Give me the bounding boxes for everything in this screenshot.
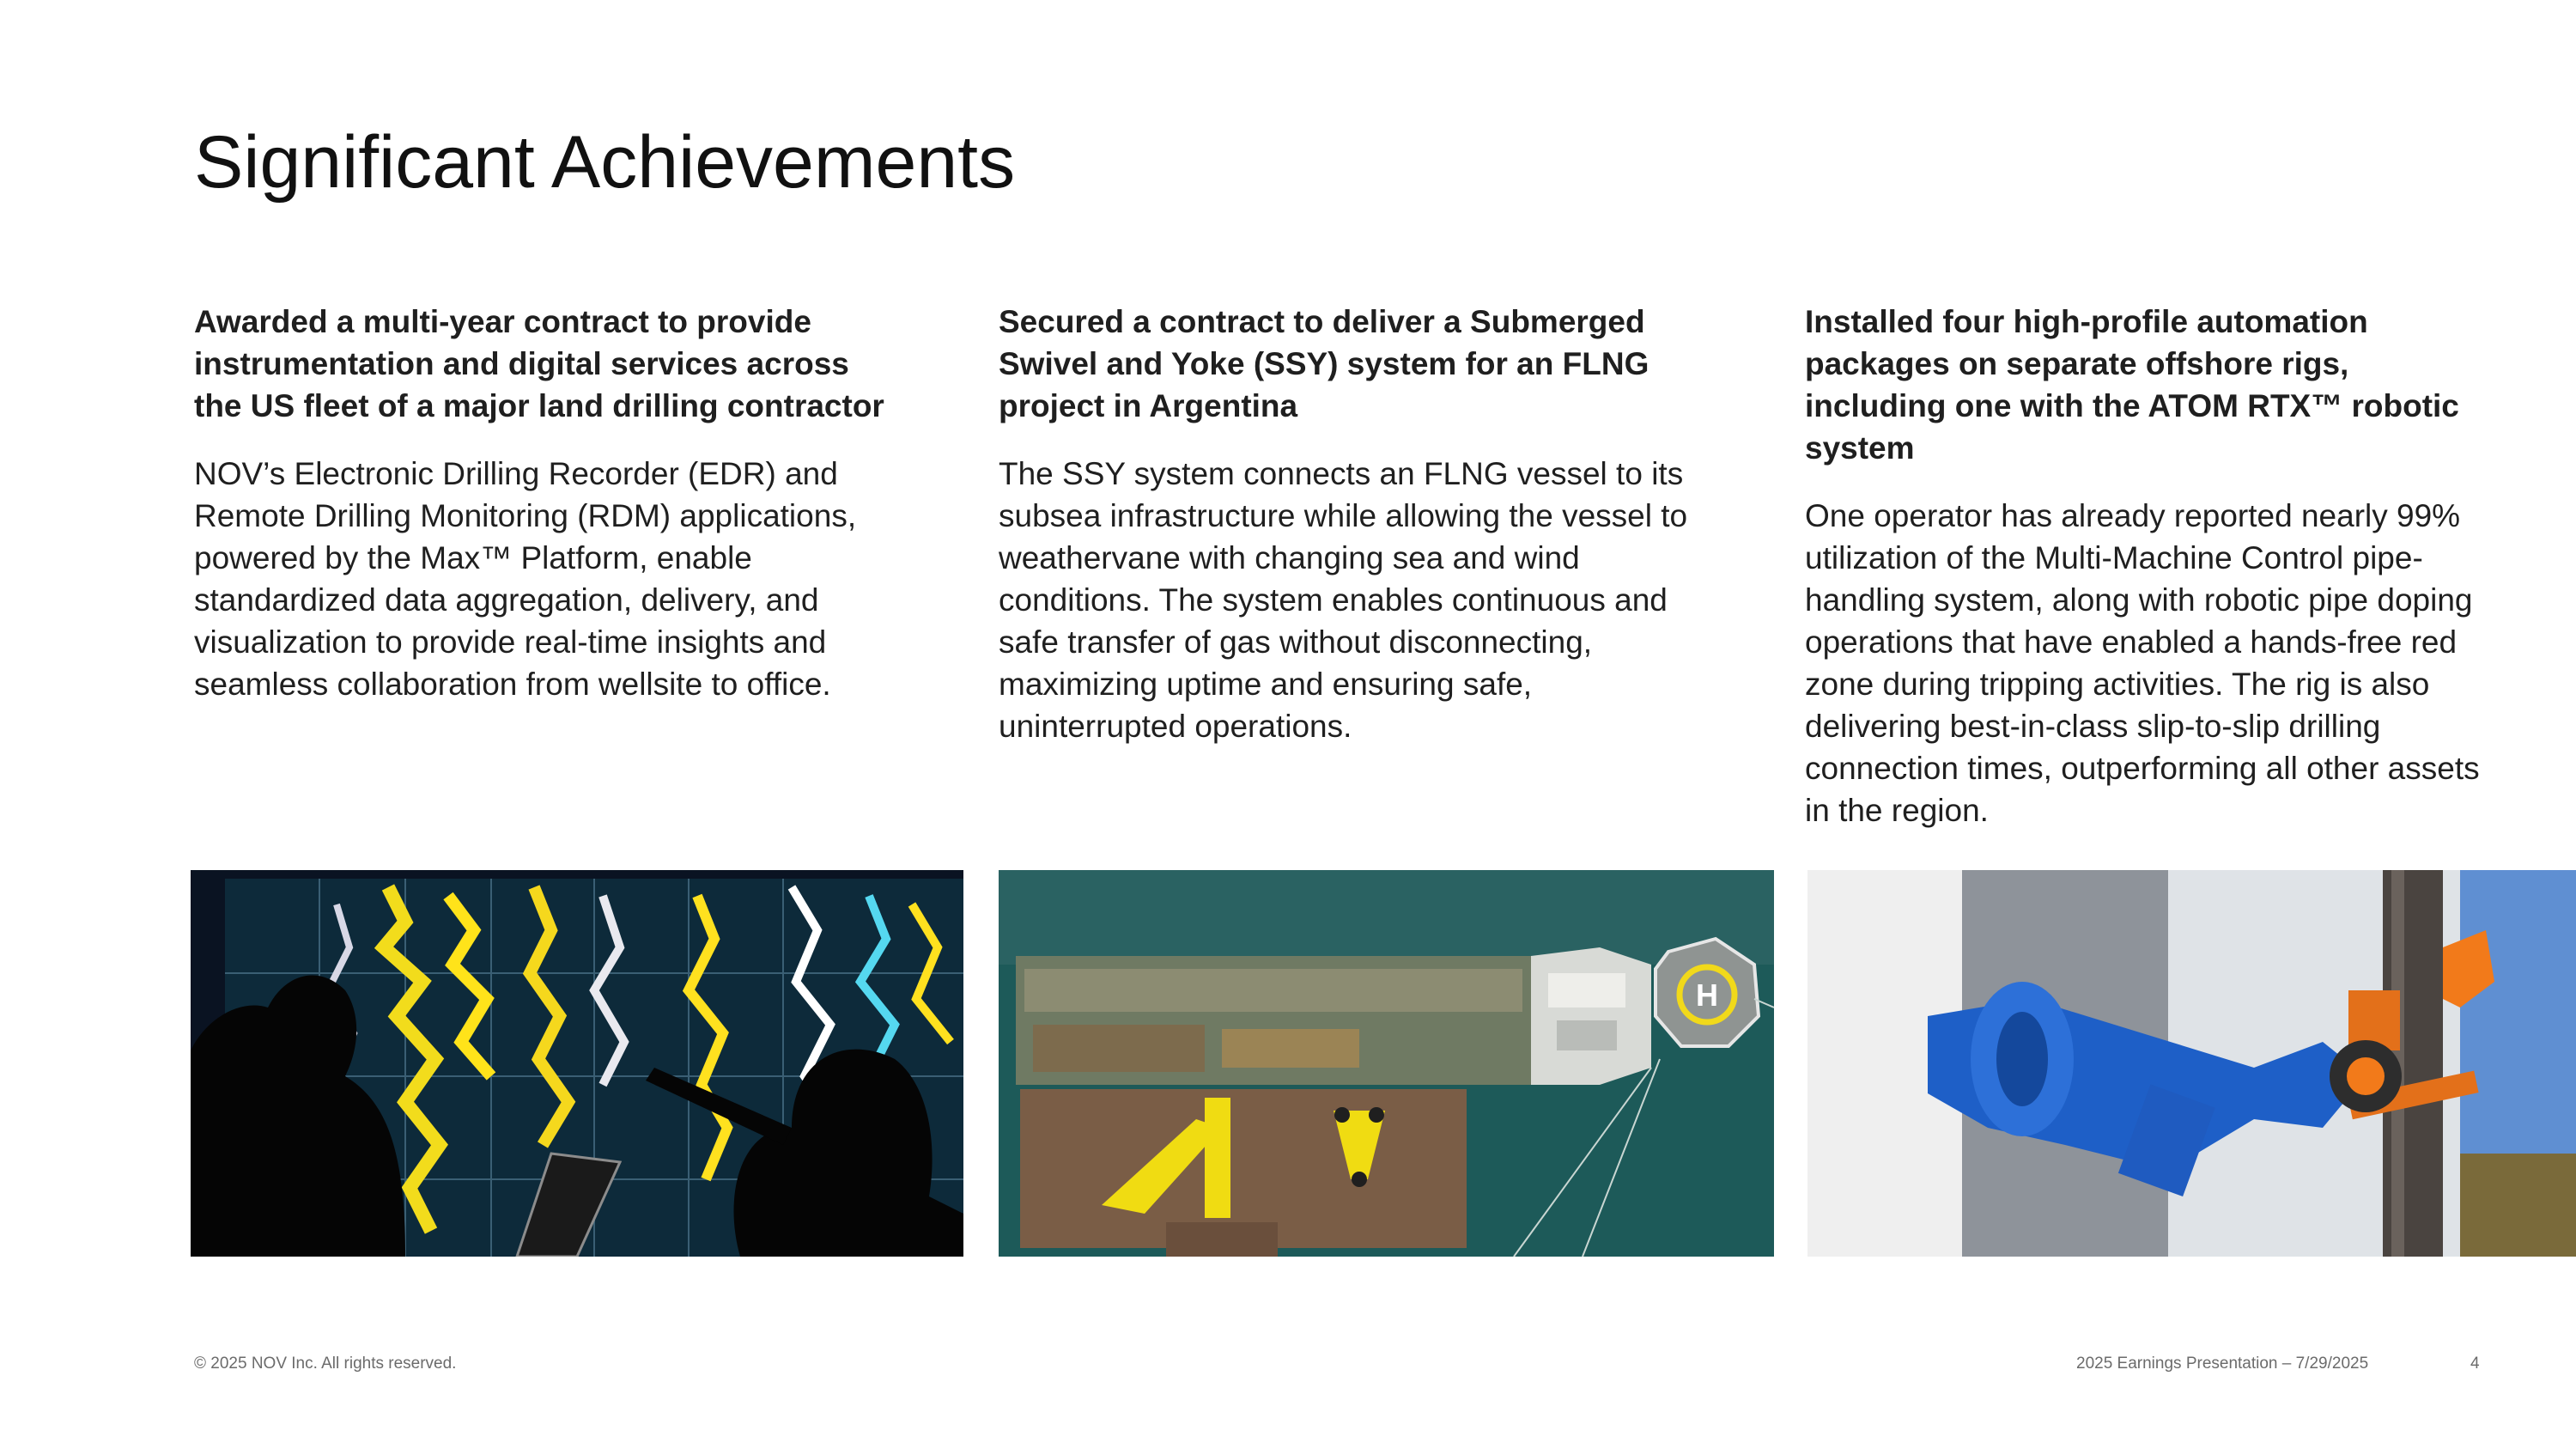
achievement-column-1 <box>194 301 890 705</box>
robot-arm-illustration <box>1807 870 2576 1257</box>
footer-page-number: 4 <box>2470 1355 2480 1373</box>
achievement-body: NOV’s Electronic Drilling Recorder (EDR) and Remote Drilling Monitoring (RDM) applications, powered by the Max™ Platform, enable standardized data aggregation, delivery, and visualization to provide real-time insights and seamless collaboration from wellsite to office. <box>194 456 857 702</box>
achievement-heading: Installed four high-profile automation packages on separate offshore rigs, including one with the ATOM RTX™ robotic system <box>1805 304 2459 466</box>
achievement-heading: Secured a contract to deliver a Submerged Swivel and Yoke (SSY) system for an FLNG project in Argentina <box>999 304 1649 423</box>
achievement-body: The SSY system connects an FLNG vessel to its subsea infrastructure while allowing the vessel to weathervane with changing sea and wind conditions. The system enables continuous and safe transfer of gas without disconnecting, maximizing uptime and ensuring safe, uninterrupted operations. <box>999 456 1688 744</box>
achievement-heading: Awarded a multi-year contract to provide instrumentation and digital services across the US fleet of a major land drilling contractor <box>194 304 884 423</box>
helipad-letter: H <box>1696 977 1718 1013</box>
robotic-pipe-handling-photo <box>1807 870 2576 1257</box>
achievement-body: One operator has already reported nearly 99% utilization of the Multi-Machine Control pipe-handling system, along with robotic pipe doping operations that have enabled a hands-free red zone during tripping activities. The rig is also delivering best-in-class slip-to-slip drilling connection times, outperforming all other assets in the region. <box>1805 498 2480 828</box>
achievement-column-3 <box>1805 301 2483 831</box>
control-room-illustration <box>191 870 963 1257</box>
vessel-illustration <box>999 870 1774 1257</box>
footer-copyright: © 2025 NOV Inc. All rights reserved. <box>194 1355 457 1373</box>
slide-title: Significant Achievements <box>194 121 1016 204</box>
flng-vessel-aerial-photo <box>999 870 1774 1257</box>
control-room-photo <box>191 870 963 1257</box>
footer-presentation-info: 2025 Earnings Presentation – 7/29/2025 <box>2076 1355 2369 1373</box>
achievement-column-2 <box>999 301 1694 747</box>
